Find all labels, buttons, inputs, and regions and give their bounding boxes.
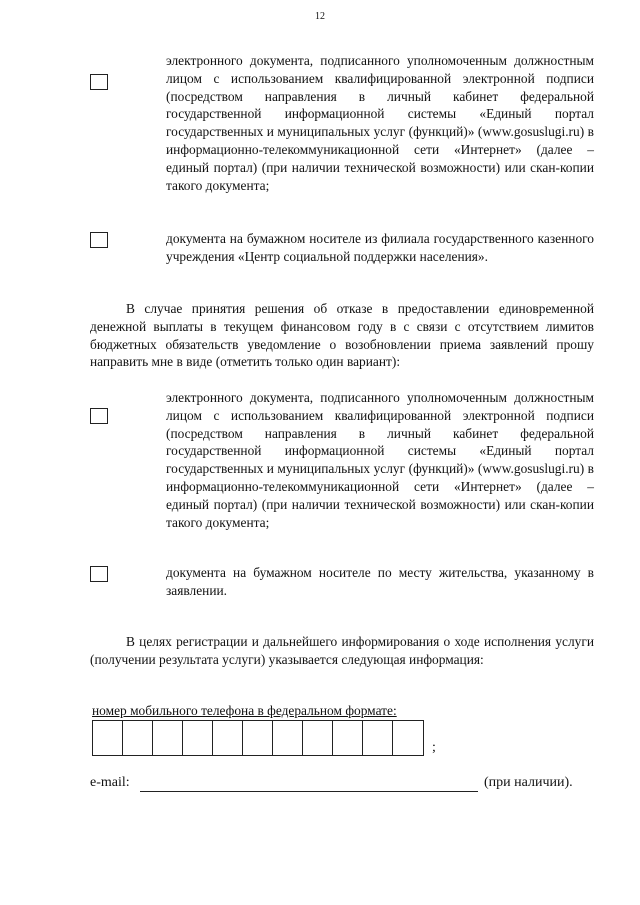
phone-digit-cell[interactable] <box>393 721 423 755</box>
option-text-electronic-1: электронного документа, подписанного уполномоченным должностным лицом с использованием квалифицированной электронной подписи (посредством направления в личный кабинет федеральной государственной информационной системы «Единый портал государственных и муниципальных услуг (функций)» (www.gosuslugi.ru) в информационно-телекоммуникационной сети «Интернет» (далее – единый портал) (при наличии технической возможности) или скан-копии такого документа; <box>166 53 594 193</box>
option-text-electronic-2: электронного документа, подписанного уполномоченным должностным лицом с использованием квалифицированной электронной подписи (посредством направления в личный кабинет федеральной государственной информационной системы «Единый портал государственных и муниципальных услуг (функций)» (www.gosuslugi.ru) в информационно-телекоммуникационной сети «Интернет» (далее – единый портал) (при наличии технической возможности) или скан-копии такого документа; <box>166 390 594 530</box>
phone-digit-cell[interactable] <box>243 721 273 755</box>
page-number: 12 <box>315 11 325 22</box>
phone-digit-cell[interactable] <box>153 721 183 755</box>
option-text-paper-1: документа на бумажном носителе из филиала государственного казенного учреждения «Центр социальной поддержки населения». <box>166 231 594 264</box>
phone-label: номер мобильного телефона в федеральном формате: <box>92 703 397 718</box>
phone-digit-cell[interactable] <box>303 721 333 755</box>
option-checkbox-paper-2[interactable] <box>90 566 108 582</box>
option-checkbox-electronic-1[interactable] <box>90 74 108 90</box>
option-text-paper-2: документа на бумажном носителе по месту жительства, указанному в заявлении. <box>166 565 594 598</box>
email-input-line[interactable] <box>140 790 478 792</box>
phone-digit-cell[interactable] <box>93 721 123 755</box>
phone-digit-cell[interactable] <box>213 721 243 755</box>
phone-suffix: ; <box>432 740 436 755</box>
option-checkbox-electronic-2[interactable] <box>90 408 108 424</box>
refusal-notice-paragraph: В случае принятия решения об отказе в предоставлении единовременной денежной выплаты в текущем финансовом году в с связи с отсутствием лимитов бюджетных обязательств уведомление о возобновлении приема заявлений прошу направить мне в виде (отметить только один вариант): <box>90 301 594 370</box>
phone-digit-cell[interactable] <box>363 721 393 755</box>
email-note: (при наличии). <box>484 775 573 790</box>
phone-input-grid[interactable] <box>92 720 424 756</box>
phone-digit-cell[interactable] <box>123 721 153 755</box>
phone-digit-cell[interactable] <box>333 721 363 755</box>
registration-paragraph: В целях регистрации и дальнейшего информирования о ходе исполнения услуги (получении результата услуги) указывается следующая информация: <box>90 634 594 667</box>
phone-digit-cell[interactable] <box>183 721 213 755</box>
email-label: e-mail: <box>90 775 130 790</box>
phone-digit-cell[interactable] <box>273 721 303 755</box>
option-checkbox-paper-1[interactable] <box>90 232 108 248</box>
